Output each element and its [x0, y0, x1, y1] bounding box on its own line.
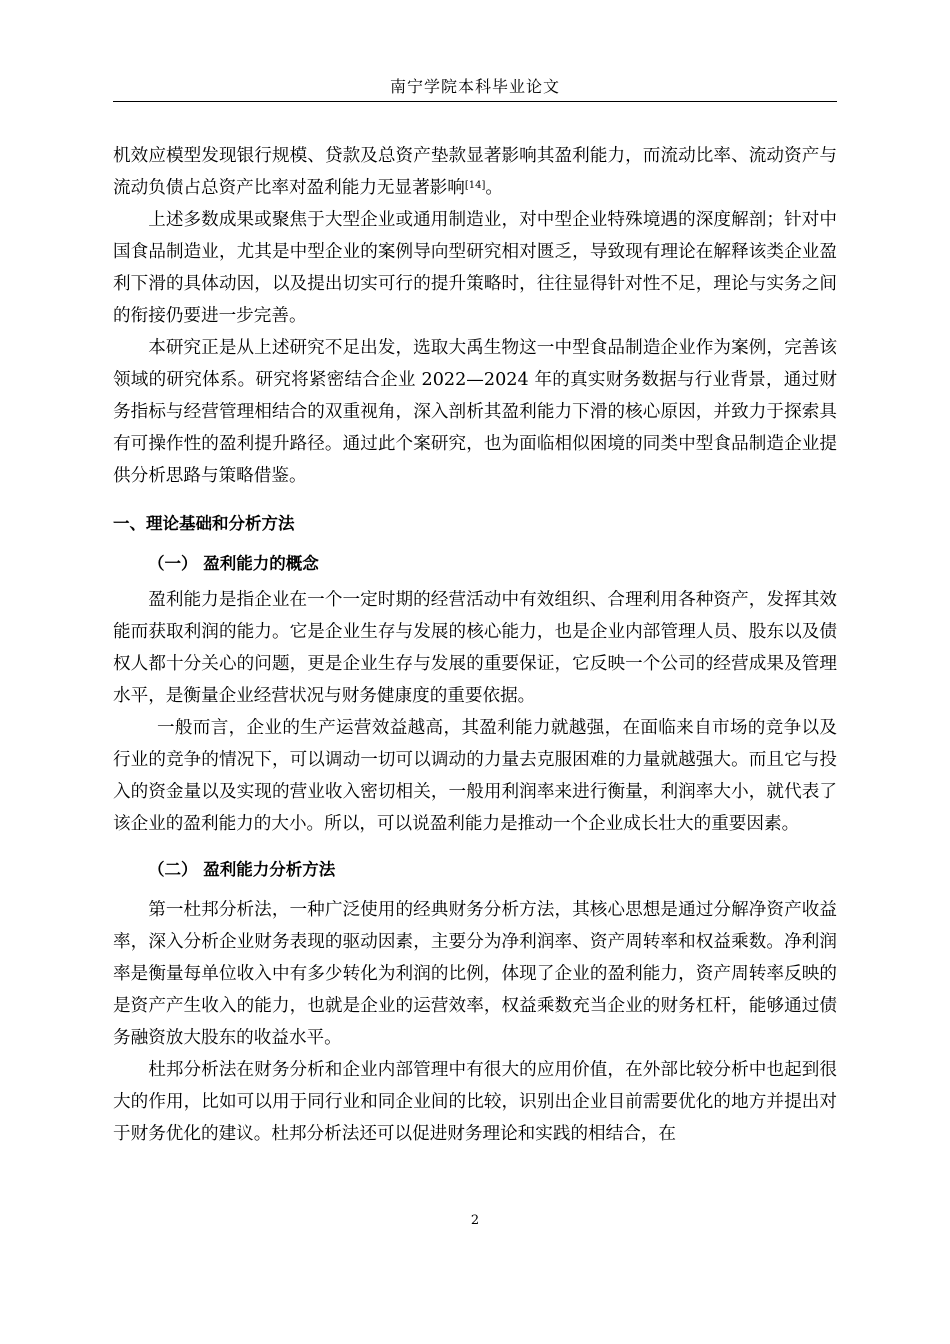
paragraph-1-end: 。 [485, 178, 504, 198]
subsection-heading-1: （一） 盈利能力的概念 [148, 554, 319, 573]
citation-marker: [14] [464, 180, 486, 191]
paragraph-1 [113, 140, 837, 204]
section-heading-1: 一、理论基础和分析方法 [113, 514, 295, 533]
paragraph-3: 本研究正是从上述研究不足出发，选取大禹生物这一中型食品制造企业作为案例，完善该领域的研究体系。研究将紧密结合企业 2022—2024 年的真实财务数据与行业背景，通过财务指标与经营管理相结合的双重视角，深入剖析其盈利能力下滑的核心原因，并致力于探索具有可操作性的盈利提升路径。通过此个案研究，也为面临相似困境的同类中型食品制造企业提供分析思路与策略借鉴。 [113, 338, 837, 486]
body-text [113, 140, 837, 1150]
header-rule [113, 101, 837, 102]
paragraph-7: 杜邦分析法在财务分析和企业内部管理中有很大的应用价值，在外部比较分析中也起到很大的作用，比如可以用于同行业和同企业间的比较，识别出企业目前需要优化的地方并提出对于财务优化的建议。杜邦分析法还可以促进财务理论和实践的相结合，在 [113, 1060, 837, 1144]
paragraph-5: 一般而言，企业的生产运营效益越高，其盈利能力就越强，在面临来自市场的竞争以及行业的竞争的情况下，可以调动一切可以调动的力量去克服困难的力量就越强大。而且它与投入的资金量以及实现的营业收入密切相关，一般用利润率来进行衡量，利润率大小，就代表了该企业的盈利能力的大小。所以，可以说盈利能力是推动一个企业成长壮大的重要因素。 [113, 718, 837, 834]
paragraph-6: 第一杜邦分析法，一种广泛使用的经典财务分析方法，其核心思想是通过分解净资产收益率，深入分析企业财务表现的驱动因素，主要分为净利润率、资产周转率和权益乘数。净利润率是衡量每单位收入中有多少转化为利润的比例，体现了企业的盈利能力，资产周转率反映的是资产产生收入的能力，也就是企业的运营效率，权益乘数充当企业的财务杠杆，能够通过债务融资放大股东的收益水平。 [113, 900, 837, 1048]
paragraph-2: 上述多数成果或聚焦于大型企业或通用制造业，对中型企业特殊境遇的深度解剖；针对中国食品制造业，尤其是中型企业的案例导向型研究相对匮乏，导致现有理论在解释该类企业盈利下滑的具体动因，以及提出切实可行的提升策略时，往往显得针对性不足，理论与实务之间的衔接仍要进一步完善。 [113, 210, 837, 326]
paragraph-1-text: 机效应模型发现银行规模、贷款及总资产垫款显著影响其盈利能力，而流动比率、流动资产与流动负债占总资产比率对盈利能力无显著影响 [113, 146, 837, 198]
subsection-heading-2: （二） 盈利能力分析方法 [148, 860, 336, 879]
running-header: 南宁学院本科毕业论文 [389, 77, 560, 96]
page-number: 2 [470, 1213, 480, 1228]
paragraph-4: 盈利能力是指企业在一个一定时期的经营活动中有效组织、合理利用各种资产，发挥其效能而获取利润的能力。它是企业生存与发展的核心能力，也是企业内部管理人员、股东以及债权人都十分关心的问题，更是企业生存与发展的重要保证，它反映一个公司的经营成果及管理水平，是衡量企业经营状况与财务健康度的重要依据。 [113, 590, 837, 706]
